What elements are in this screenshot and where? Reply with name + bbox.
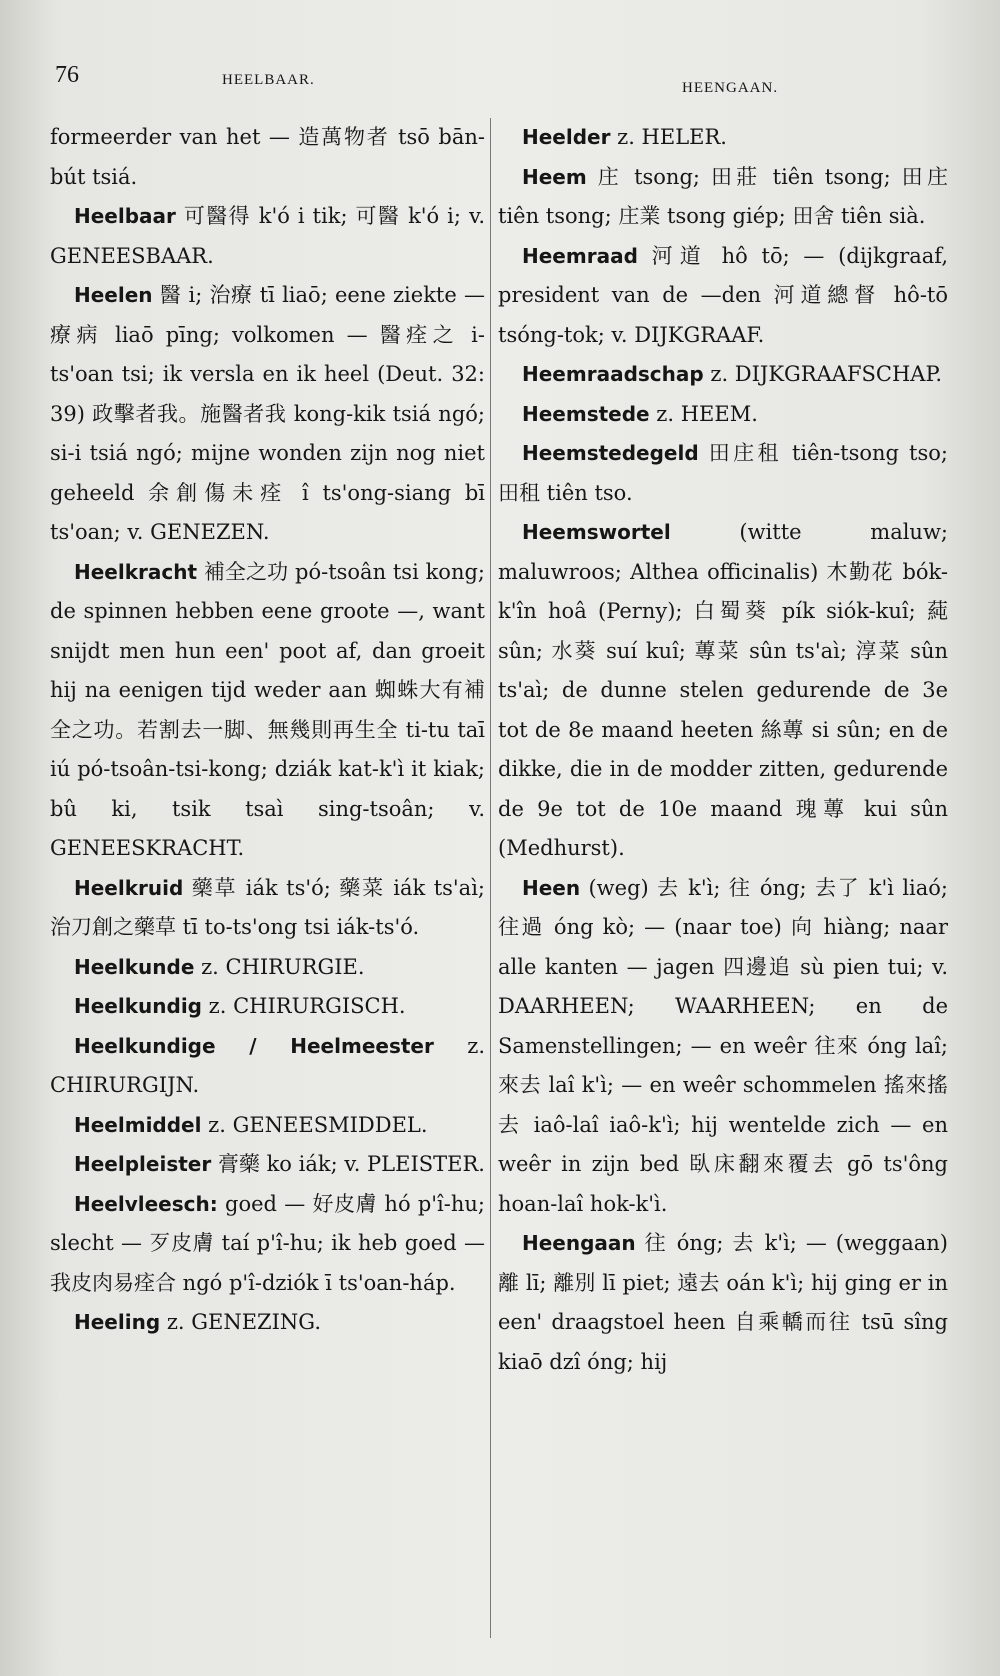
dictionary-entry — [50, 276, 485, 553]
entry-text: z. DIJKGRAAFSCHAP. — [703, 362, 943, 386]
dictionary-entry — [50, 118, 485, 197]
entry-text: 往 óng; 去 k'ì; — (weggaan) 離 lī; 離別 lī piet; 遠去 oán k'ì; hij ging er in een' draagstoel heen 自乘轎而往 tsū sîng kiaō dzî óng; hij — [498, 1231, 948, 1374]
dictionary-entry — [50, 1145, 485, 1185]
entry-text: formeerder van het — 造萬物者 tsō bān-bút tsiá. — [50, 125, 485, 189]
dictionary-entry — [498, 395, 948, 435]
dictionary-entry — [50, 1106, 485, 1146]
entry-headword: Heelbaar — [74, 204, 176, 228]
entry-text: 庄 tsong; 田莊 tiên tsong; 田庄 tiên tsong; 庄業 tsong giép; 田舍 tiên sià. — [498, 164, 948, 228]
dictionary-entry — [50, 553, 485, 869]
entry-text: z. HEEM. — [649, 401, 758, 426]
entry-text: (weg) 去 k'ì; 往 óng; 去了 k'ì liaó; 往過 óng kò; — (naar toe) 向 hiàng; naar alle kanten — jagen 四邊追 sù pien tui; v. DAARHEEN; WAARHEEN; en de Samenstellingen; — en weêr 往來 óng laî; 來去 laî k'ì; — en weêr schommelen 搖來搖去 iaô-laî iaô-k'ì; hij wentelde zich — en weêr in zijn bed 臥床翻來覆去 gō ts'ông hoan-laî hok-k'ì. — [498, 875, 948, 1216]
dictionary-entry — [498, 237, 948, 356]
left-column — [50, 118, 485, 1656]
right-column — [498, 118, 948, 1656]
entry-headword: Heelvleesch: — [74, 1191, 218, 1216]
entry-text: 補全之功 pó-tsoân tsi kong; de spinnen hebben eene groote —, want snijdt men hun een' poot af, dan groeit hij na eenigen tijd weder aan 蜘蛛大有補全之功。若割去一脚、無幾則再生全 ti-tu taī iú pó-tsoân-tsi-kong; dziák kat-k'ì it kiak; bû ki, tsik tsaì sing-tsoân; v. GENEESKRACHT. — [50, 559, 485, 860]
entry-headword: Heemraad — [522, 243, 638, 268]
entry-headword: Heem — [522, 164, 587, 189]
entry-headword: Heelder — [522, 125, 611, 149]
dictionary-entry — [498, 513, 948, 869]
entry-headword: Heengaan — [522, 1231, 636, 1255]
dictionary-entry — [498, 869, 948, 1225]
entry-headword: Heemswortel — [522, 520, 671, 544]
entry-text: 膏藥 ko iák; v. PLEISTER. — [211, 1152, 485, 1176]
column-divider — [490, 118, 491, 1638]
dictionary-entry — [50, 1303, 485, 1343]
right-running-head: HEENGAAN. — [682, 80, 779, 96]
entry-text: z. CHIRURGIJN. — [50, 1033, 485, 1097]
entry-headword: Heelpleister — [74, 1152, 212, 1176]
running-header — [0, 62, 1000, 102]
entry-headword: Heelkundige / Heelmeester — [74, 1033, 434, 1058]
dictionary-entry — [498, 158, 948, 237]
entry-headword: Heelen — [74, 283, 153, 307]
dictionary-entry — [498, 118, 948, 158]
dictionary-entry — [50, 1027, 485, 1106]
entry-headword: Heelkunde — [74, 954, 195, 979]
entry-text: 可醫得 k'ó i tik; 可醫 k'ó i; v. GENEESBAAR. — [50, 204, 485, 268]
dictionary-entry — [50, 197, 485, 276]
entry-text: z. HELER. — [610, 125, 727, 149]
entry-text: z. GENEZING. — [160, 1310, 322, 1334]
entry-headword: Heemstede — [522, 401, 650, 426]
dictionary-entry — [50, 948, 485, 988]
entry-headword: Heen — [522, 875, 581, 900]
dictionary-entry — [498, 1224, 948, 1382]
entry-headword: Heelkruid — [74, 875, 184, 900]
entry-text: 藥草 iák ts'ó; 藥菜 iák ts'aì; 治刀創之藥草 tī to-ts'ong tsi iák-ts'ó. — [50, 875, 485, 939]
dictionary-entry — [50, 987, 485, 1027]
entry-headword: Heelkundig — [74, 994, 202, 1018]
entry-text: z. GENEESMIDDEL. — [201, 1112, 428, 1137]
entry-headword: Heemraadschap — [522, 362, 704, 386]
dictionary-entry — [498, 434, 948, 513]
entry-headword: Heelmiddel — [74, 1112, 202, 1137]
dictionary-entry — [50, 1185, 485, 1304]
entry-text: 河道 hô tō; — (dijkgraaf, president van de —den 河道總督 hô-tō tsóng-tok; v. DIJKGRAAF. — [498, 243, 948, 347]
entry-text: 醫 i; 治療 tī liaō; eene ziekte — 療病 liaō pīng; volkomen — 醫痊之 i-ts'oan tsi; ik versla en ik heel (Deut. 32: 39) 政擊者我。施醫者我 kong-kik tsiá ngó; si-i tsiá ngó; mijne wonden zijn nog niet geheeld 余創傷未痊 î ts'ong-siang bī ts'oan; v. GENEZEN. — [50, 283, 485, 544]
left-running-head: HEELBAAR. — [222, 72, 315, 88]
dictionary-entry — [50, 869, 485, 948]
entry-headword: Heeling — [74, 1310, 161, 1334]
entry-text: goed — 好皮膚 hó p'î-hu; slecht — 歹皮膚 taí p'î-hu; ik heb goed — 我皮肉易痊合 ngó p'î-dziók ī ts'oan-háp. — [50, 1191, 485, 1295]
entry-text: z. CHIRURGISCH. — [202, 994, 406, 1018]
entry-headword: Heelkracht — [74, 559, 198, 584]
page-number: 76 — [55, 62, 79, 88]
entry-headword: Heemstedegeld — [522, 441, 699, 465]
entry-text: 田庄租 tiên-tsong tso; 田租 tiên tso. — [498, 441, 948, 505]
entry-text: (witte maluw; maluwroos; Althea officinalis) 木勤花 bók-k'în hoâ (Perny); 白蜀葵 pík siók-kuî; 蒓 sûn; 水葵 suí kuî; 蓴菜 sûn ts'aì; 淳菜 sûn ts'aì; de dunne stelen gedurende de 3e tot de 8e maand heeten 絲蓴 si sûn; en de dikke, die in de modder zitten, gedurende de 9e tot de 10e maand 瑰蓴 kui sûn (Medhurst). — [498, 520, 948, 860]
entry-text: z. CHIRURGIE. — [194, 954, 365, 979]
dictionary-entry — [498, 355, 948, 395]
